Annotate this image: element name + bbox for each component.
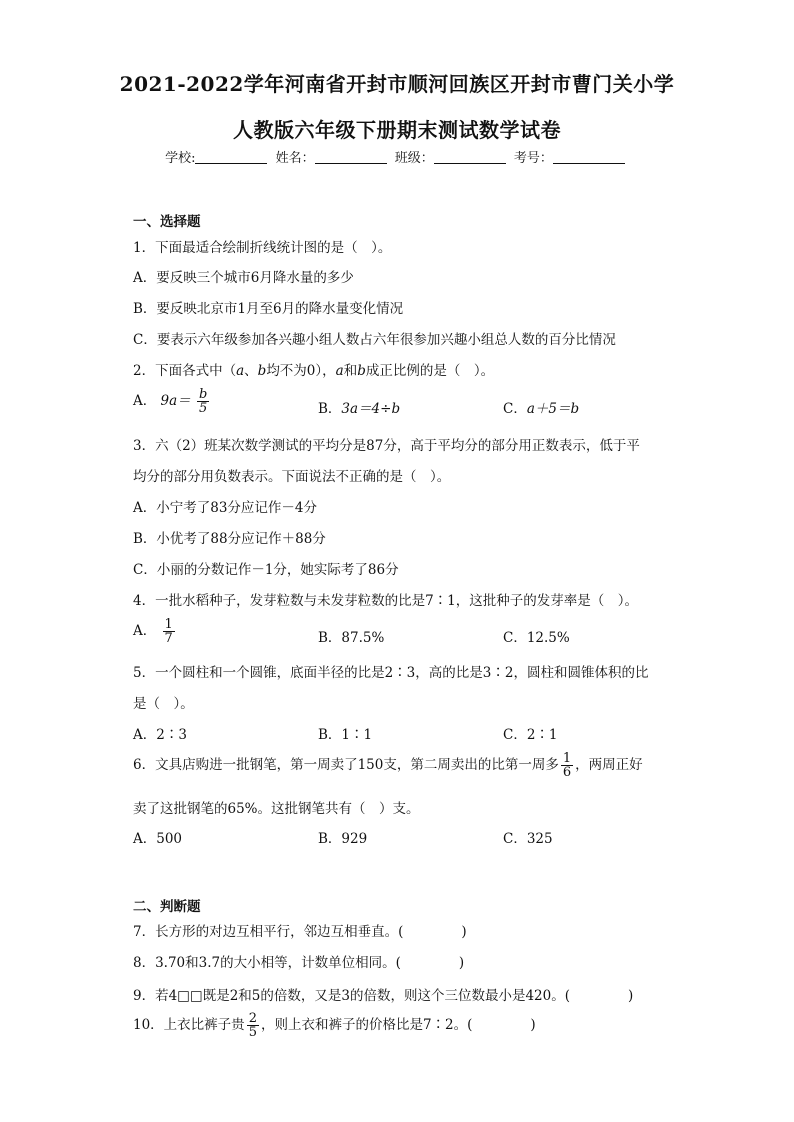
school-blank[interactable] <box>195 149 267 164</box>
q6-stem-line1: 6．文具店购进一批钢笔，第一周卖了150支，第二周卖出的比第一周多 $\frac{1}{6}$ ，两周正好 <box>133 751 643 780</box>
q3-stem-line1: 3．六（2）班某次数学测试的平均分是87分，高于平均分的部分用正数表示，低于平 <box>133 438 640 454</box>
q4-fraction: $\frac{1}{7}$ <box>164 617 173 646</box>
q2-stem: 2．下面各式中（a、b均不为0），a和b成正比例的是（ ）。 <box>133 363 495 379</box>
q6-option-c: C．325 <box>503 831 553 847</box>
q5-option-a: A．2∶3 <box>133 727 187 743</box>
name-label: 姓名： <box>275 151 315 166</box>
school-label: 学校: <box>165 151 196 166</box>
q5-stem-line2: 是（ ）。 <box>133 696 194 712</box>
q1-option-c: C．要表示六年级参加各兴趣小组人数占六年很参加兴趣小组总人数的百分比情况 <box>133 332 616 348</box>
q8-statement: 8．3.70和3.7的大小相等，计数单位相同。( ) <box>133 955 465 971</box>
q1-option-a: A．要反映三个城市6月降水量的多少 <box>133 270 354 286</box>
exam-number-blank[interactable] <box>553 149 625 164</box>
q4-option-c: C．12.5% <box>503 630 570 646</box>
q1-stem: 1．下面最适合绘制折线统计图的是（ ）。 <box>133 240 392 256</box>
q3-option-b: B．小优考了88分应记作＋88分 <box>133 531 326 547</box>
q10-fraction: $\frac{2}{5}$ <box>248 1011 257 1040</box>
section-choice-title: 一、选择题 <box>133 214 201 230</box>
name-blank[interactable] <box>315 149 387 164</box>
exam-title-line2: 人教版六年级下册期末测试数学试卷 <box>233 118 561 142</box>
q2-fraction: $\frac{b}{5}$ <box>198 387 208 416</box>
q3-option-c: C．小丽的分数记作－1分，她实际考了86分 <box>133 562 399 578</box>
q6-fraction: $\frac{1}{6}$ <box>562 751 572 780</box>
q5-stem-line1: 5．一个圆柱和一个圆锥，底面半径的比是2∶3，高的比是3∶2，圆柱和圆锥体积的比 <box>133 665 649 681</box>
q4-stem: 4．一批水稻种子，发芽粒数与未发芽粒数的比是7∶1，这批种子的发芽率是（ ）。 <box>133 593 639 609</box>
q7-statement: 7．长方形的对边互相平行，邻边互相垂直。( ) <box>133 924 467 940</box>
q10-statement: 10．上衣比裤子贵 $\frac{2}{5}$ ，则上衣和裤子的价格比是7∶2。( ) <box>133 1011 536 1040</box>
exam-number-label: 考号： <box>513 151 553 166</box>
q9-statement: 9．若4□□既是2和5的倍数，又是3的倍数，则这个三位数最小是420。( ) <box>133 988 634 1004</box>
q3-option-a: A．小宁考了83分应记作－4分 <box>133 500 318 516</box>
q5-option-b: B．1∶1 <box>318 727 373 743</box>
q2-option-c: C．a＋5＝b <box>503 401 580 417</box>
q4-option-b: B．87.5% <box>318 630 385 646</box>
q4-option-a: A． $\frac{1}{7}$ <box>133 617 173 646</box>
q6-stem-line2: 卖了这批钢笔的65%。这批钢笔共有（ ）支。 <box>133 801 420 817</box>
section-judge-title: 二、判断题 <box>133 899 201 915</box>
student-info-row <box>0 147 794 166</box>
class-label: 班级： <box>394 151 434 166</box>
q5-option-c: C．2∶1 <box>503 727 558 743</box>
q3-stem-line2: 均分的部分用负数表示。下面说法不正确的是（ ）。 <box>133 469 451 485</box>
q2-option-a: A． 9a＝ $\frac{b}{5}$ <box>133 387 208 416</box>
q6-option-a: A．500 <box>133 831 183 847</box>
exam-title-line1: 2021-2022学年河南省开封市顺河回族区开封市曹门关小学 <box>119 72 675 96</box>
class-blank[interactable] <box>434 149 506 164</box>
q1-option-b: B．要反映北京市1月至6月的降水量变化情况 <box>133 301 404 317</box>
q2-option-b: B．3a＝4÷b <box>318 401 401 417</box>
q6-option-b: B．929 <box>318 831 368 847</box>
